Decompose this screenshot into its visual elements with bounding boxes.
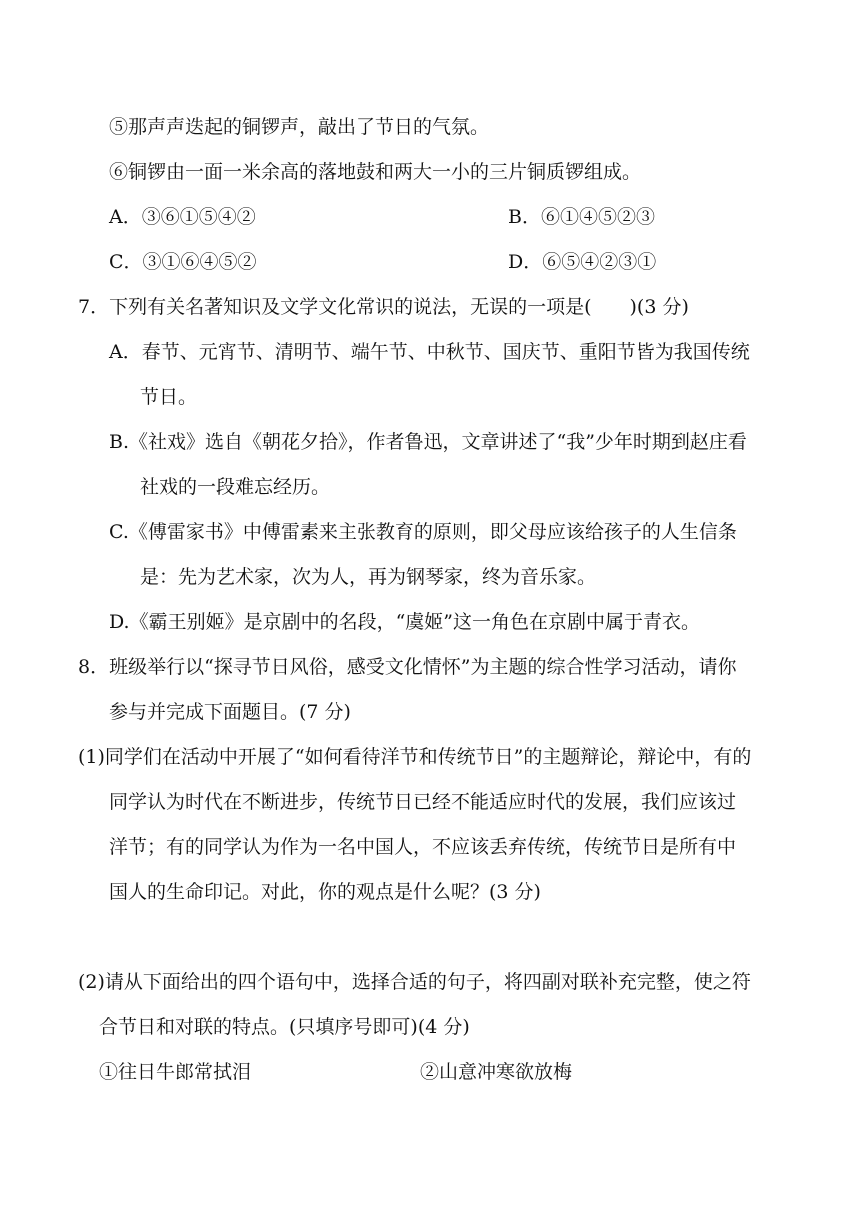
q8-part2-option-1: ①往日牛郎常拭泪 [99, 1061, 252, 1083]
q6-sentence-6: ⑥铜锣由一面一米余高的落地鼓和两大一小的三片铜质锣组成。 [109, 161, 642, 183]
q7-stem: 7．下列有关名著知识及文学文化常识的说法，无误的一项是( )(3 分) [78, 296, 689, 318]
q8-part1-line2: 同学认为时代在不断进步，传统节日已经不能适应时代的发展，我们应该过 [109, 791, 737, 813]
q7-option-a-line1: A．春节、元宵节、清明节、端午节、中秋节、国庆节、重阳节皆为我国传统 [109, 341, 750, 363]
q8-part2-line1: (2)请从下面给出的四个语句中，选择合适的句子，将四副对联补充完整，使之符 [78, 971, 751, 993]
q7-option-a-line2: 节日。 [140, 386, 198, 408]
q8-part1-line4: 国人的生命印记。对此，你的观点是什么呢？(3 分) [109, 881, 541, 903]
q6-sentence-5: ⑤那声声迭起的铜锣声，敲出了节日的气氛。 [109, 116, 490, 138]
q7-option-c-line1: C.《傅雷家书》中傅雷素来主张教育的原则，即父母应该给孩子的人生信条 [109, 521, 737, 543]
q7-option-b-line1: B.《社戏》选自《朝花夕拾》，作者鲁迅，文章讲述了“我”少年时期到赵庄看 [109, 431, 747, 453]
q7-option-c-line2: 是：先为艺术家，次为人，再为钢琴家，终为音乐家。 [140, 566, 597, 588]
q8-stem-line1: 8．班级举行以“探寻节日风俗，感受文化情怀”为主题的综合性学习活动，请你 [78, 656, 737, 678]
q8-part2-option-2: ②山意冲寒欲放梅 [420, 1061, 573, 1083]
q8-stem-line2: 参与并完成下面题目。(7 分) [109, 701, 351, 723]
q6-option-a: A．③⑥①⑤④② [109, 206, 256, 228]
q8-part2-line2: 合节日和对联的特点。(只填序号即可)(4 分) [99, 1016, 470, 1038]
q6-option-d: D．⑥⑤④②③① [508, 251, 657, 273]
q7-option-b-line2: 社戏的一段难忘经历。 [140, 476, 331, 498]
q8-part1-line3: 洋节；有的同学认为作为一名中国人，不应该丢弃传统，传统节日是所有中 [109, 836, 737, 858]
q6-option-c: C．③①⑥④⑤② [109, 251, 257, 273]
q8-part1-line1: (1)同学们在活动中开展了“如何看待洋节和传统节日”的主题辩论，辩论中，有的 [78, 746, 752, 768]
q7-option-d: D.《霸王别姬》是京剧中的名段，“虞姬”这一角色在京剧中属于青衣。 [109, 611, 701, 633]
q6-option-b: B．⑥①④⑤②③ [508, 206, 655, 228]
